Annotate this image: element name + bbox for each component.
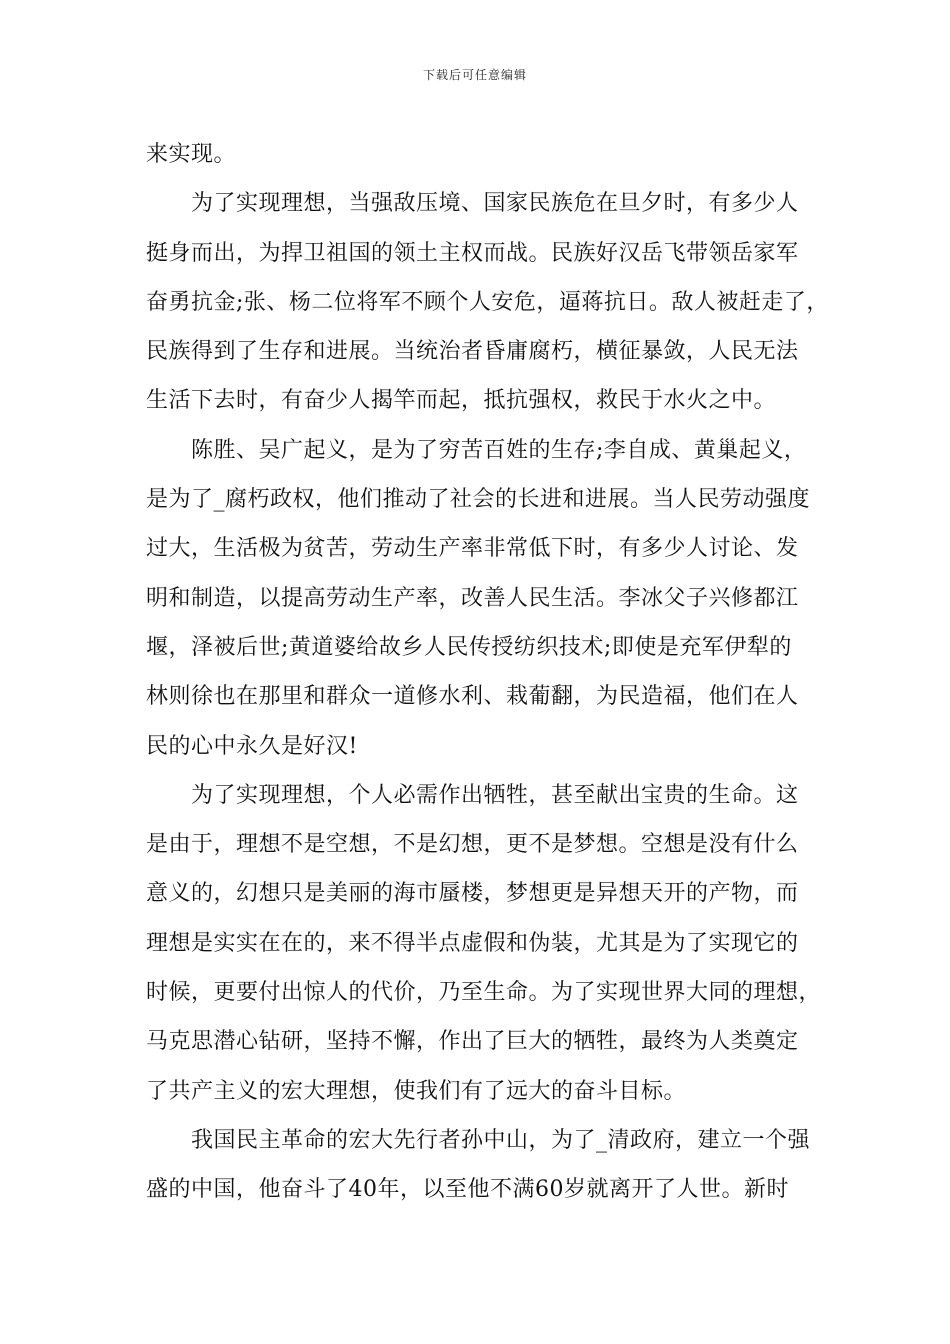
text-line: 为了实现理想，个人必需作出牺牲，甚至献出宝贵的生命。这 (146, 782, 799, 808)
text-line: 民族得到了生存和进展。当统治者昏庸腐朽，横征暴敛，人民无法 (146, 339, 799, 365)
page-header: 下载后可任意编辑 (422, 68, 527, 82)
text-line: 过大，生活极为贫苦，劳动生产率非常低下时，有多少人讨论、发 (146, 536, 799, 562)
text-line: 林则徐也在那里和群众一道修水利、栽葡翻，为民造福，他们在人 (146, 684, 799, 710)
text-line: 时候，更要付出惊人的代价，乃至生命。为了实现世界大同的理想， (146, 980, 822, 1006)
text-line: 我国民主革命的宏大先行者孙中山，为了_清政府，建立一个强 (146, 1127, 811, 1153)
body-text (146, 130, 829, 1215)
text-line: 生活下去时，有奋少人揭竿而起，抵抗强权，救民于水火之中。 (146, 388, 777, 414)
text-line: 意义的，幻想只是美丽的海市蜃楼，梦想更是异想天开的产物，而 (146, 881, 799, 907)
text-line: 是由于，理想不是空想，不是幻想，更不是梦想。空想是没有什么 (146, 832, 799, 858)
text-line: 马克思潜心钻研，坚持不懈，作出了巨大的牺牲，最终为人类奠定 (146, 1029, 799, 1055)
text-line: 陈胜、吴广起义，是为了穷苦百姓的生存;李自成、黄巢起义， (146, 437, 807, 463)
text-line: 堰，泽被后世;黄道婆给故乡人民传授纺织技术;即使是充军伊犁的 (146, 634, 792, 660)
text-line: 明和制造，以提高劳动生产率，改善人民生活。李冰父子兴修都江 (146, 585, 799, 611)
text-line: 来实现。 (146, 142, 237, 167)
text-line: 了共产主义的宏大理想，使我们有了远大的奋斗目标。 (146, 1078, 687, 1104)
text-line: 理想是实实在在的，来不得半点虚假和伪装，尤其是为了实现它的 (146, 930, 799, 956)
text-line: 是为了_腐朽政权，他们推动了社会的长进和进展。当人民劳动强度 (146, 487, 811, 513)
text-line: 为了实现理想，当强敌压境、国家民族危在旦夕时，有多少人 (146, 191, 799, 217)
text-line: 民的心中永久是好汉! (146, 733, 358, 759)
text-line: 盛的中国，他奋斗了40年，以至他不满60岁就离开了人世。新时 (146, 1177, 789, 1203)
text-line: 奋勇抗金;张、杨二位将军不顾个人安危，逼蒋抗日。敌人被赶走了， (146, 289, 829, 315)
text-line: 挺身而出，为捍卫祖国的领土主权而战。民族好汉岳飞带领岳家军 (146, 240, 799, 266)
